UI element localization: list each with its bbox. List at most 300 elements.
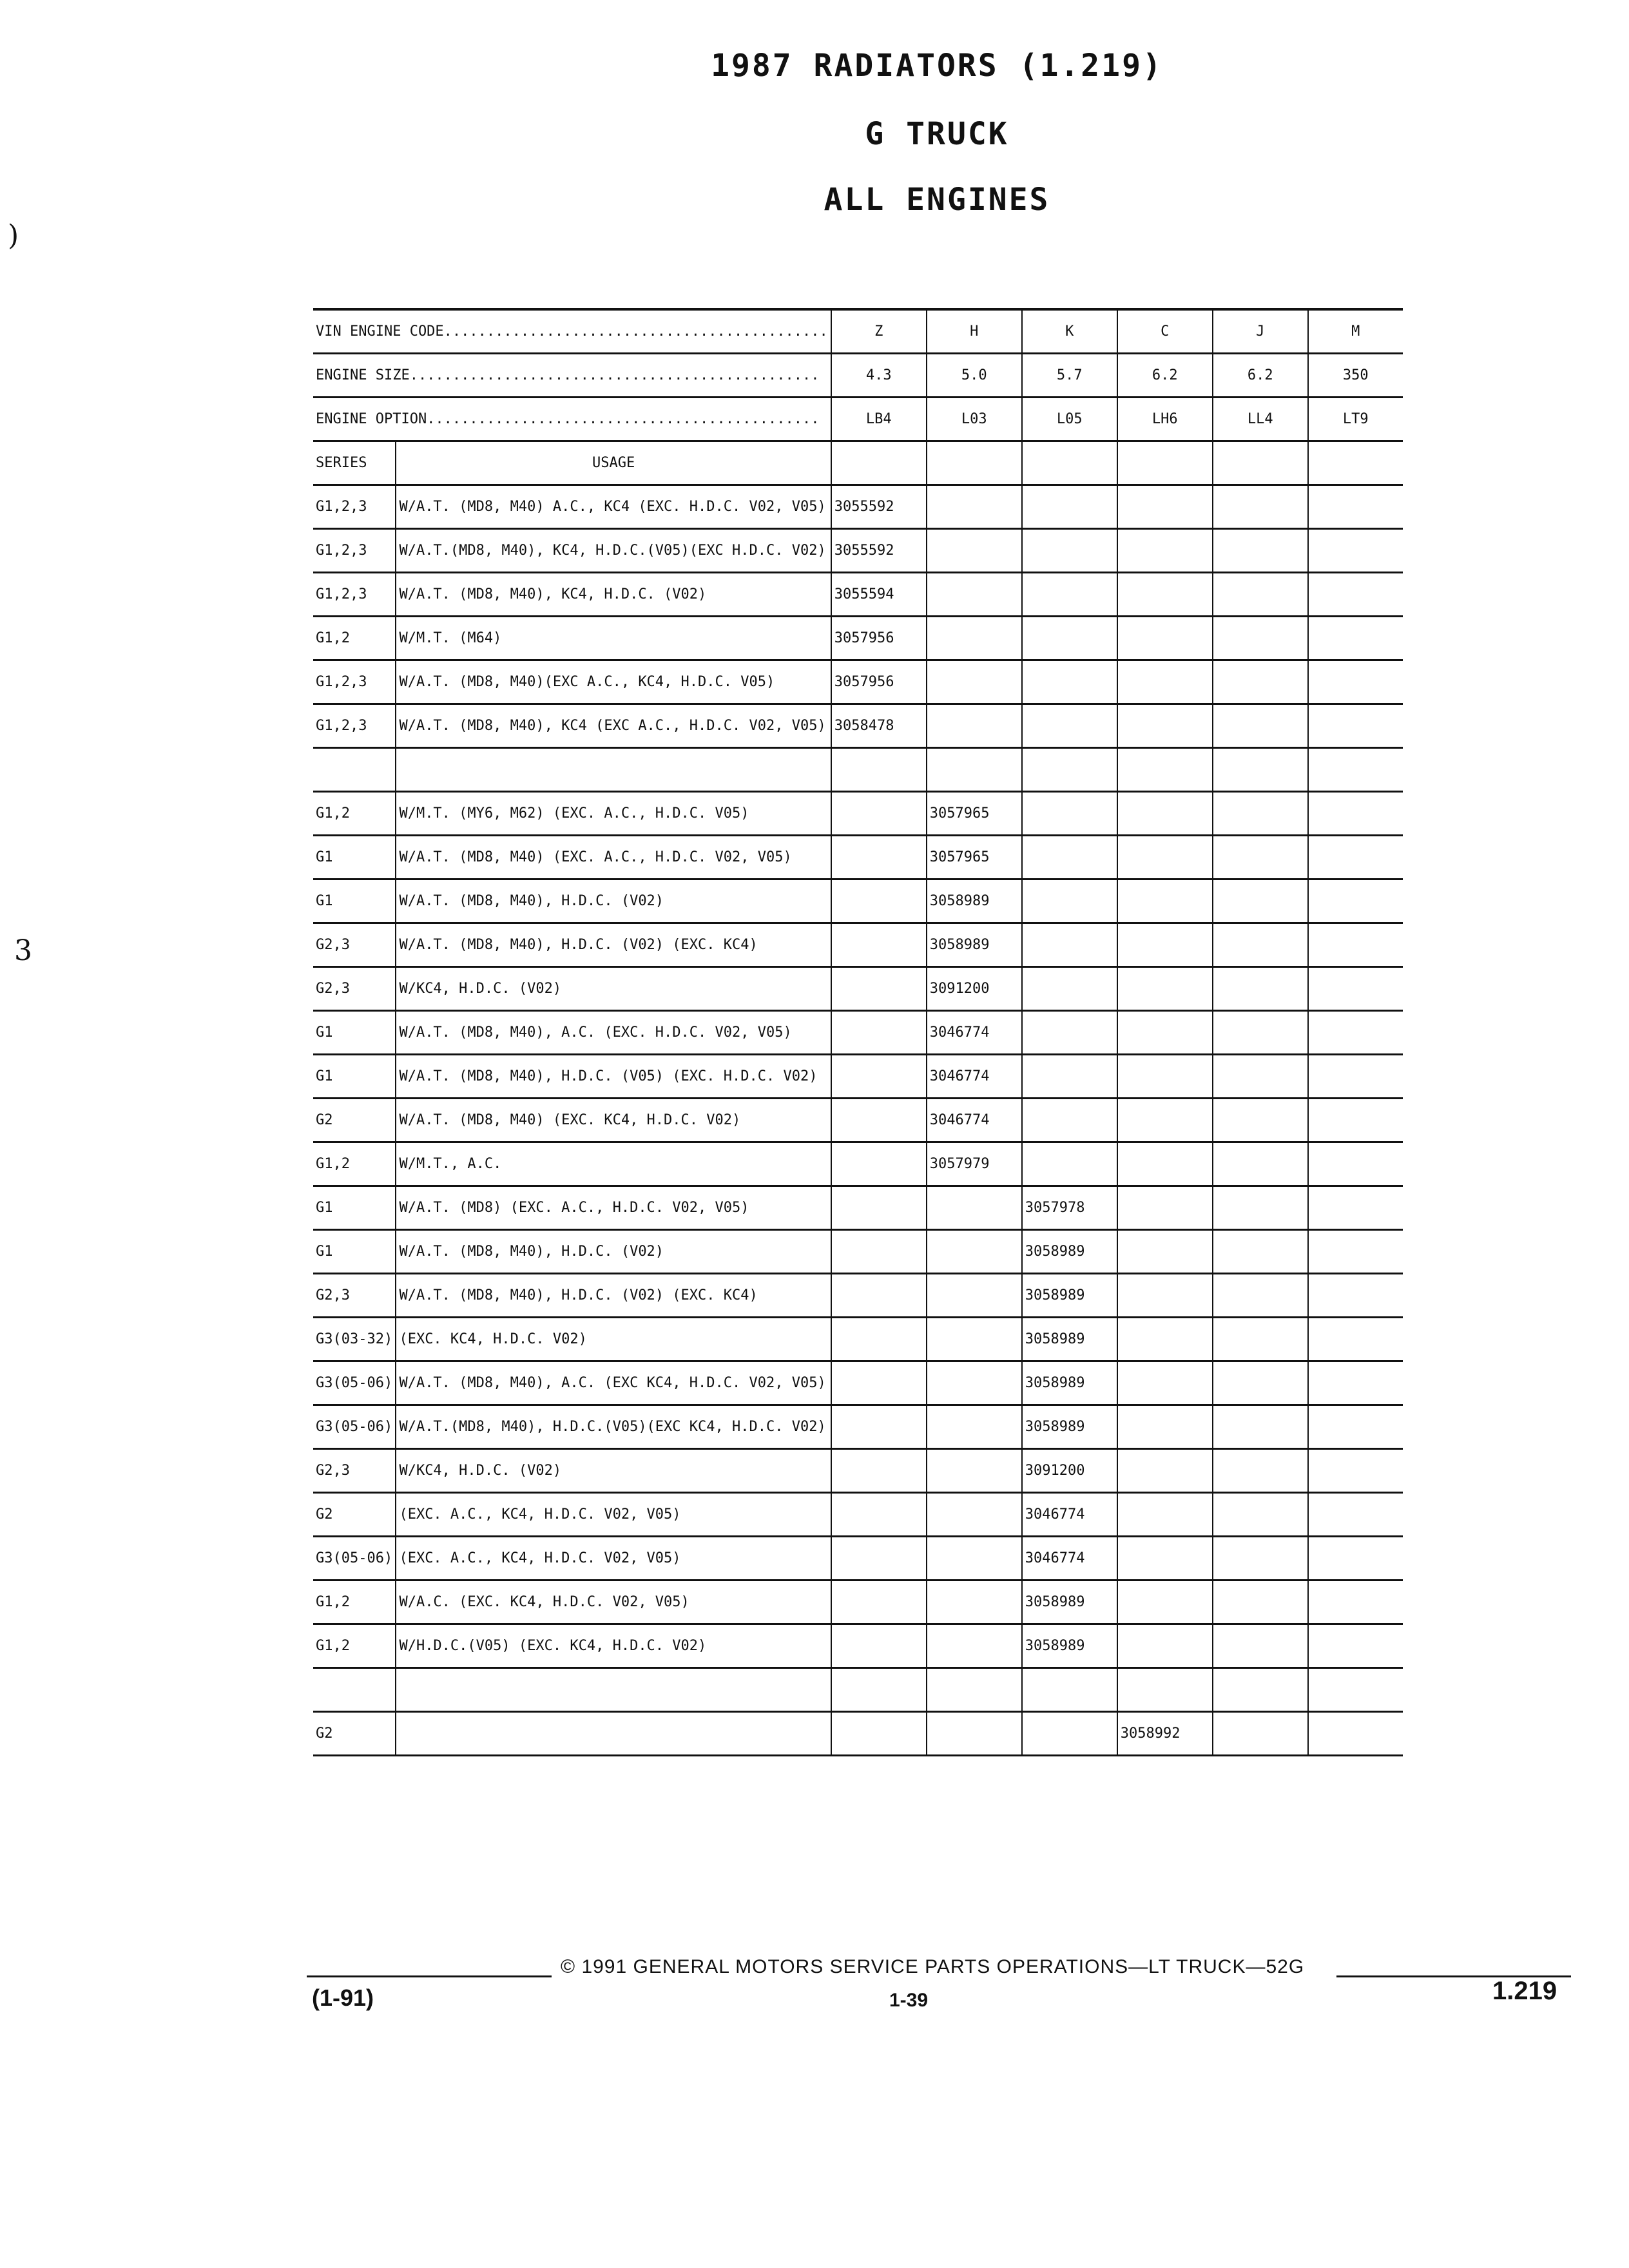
part-number-cell — [1117, 1668, 1213, 1712]
engine-size-row — [313, 354, 1403, 398]
series-cell: G1,2 — [313, 1581, 396, 1624]
part-number-cell — [1308, 1274, 1403, 1318]
part-number-cell — [1308, 748, 1403, 792]
table-row — [313, 923, 1403, 967]
series-cell: G3(05-06) — [313, 1537, 396, 1581]
part-number-cell — [1117, 1405, 1213, 1449]
part-number-cell: 3057965 — [927, 836, 1022, 879]
table-row — [313, 1011, 1403, 1055]
series-cell — [313, 748, 396, 792]
part-number-cell — [1213, 617, 1308, 660]
engine-option-row — [313, 398, 1403, 441]
table-row — [313, 1624, 1403, 1668]
series-cell: G1 — [313, 1230, 396, 1274]
table-row — [313, 1405, 1403, 1449]
series-cell: G2,3 — [313, 1274, 396, 1318]
part-number-cell — [1213, 1624, 1308, 1668]
table-row — [313, 573, 1403, 617]
part-number-cell — [1022, 923, 1117, 967]
part-number-cell — [1022, 617, 1117, 660]
page-title: 1987 RADIATORS (1.219) — [711, 48, 1163, 84]
part-number-cell — [1117, 1537, 1213, 1581]
part-number-cell — [1213, 573, 1308, 617]
part-number-cell — [831, 748, 927, 792]
part-number-cell — [831, 1142, 927, 1186]
part-number-cell — [1213, 879, 1308, 923]
part-number-cell — [1213, 1099, 1308, 1142]
part-number-cell — [1213, 1230, 1308, 1274]
series-cell: G1,2 — [313, 792, 396, 836]
part-number-cell — [1022, 704, 1117, 748]
usage-cell: W/A.T. (MD8, M40)(EXC A.C., KC4, H.D.C. V05) — [396, 660, 831, 704]
part-number-cell — [1117, 1449, 1213, 1493]
part-number-cell — [1117, 1099, 1213, 1142]
series-cell: G3(03-32) — [313, 1318, 396, 1361]
part-number-cell — [1213, 923, 1308, 967]
part-number-cell — [1213, 1712, 1308, 1756]
series-cell: G2,3 — [313, 923, 396, 967]
part-number-cell — [831, 1405, 927, 1449]
part-number-cell — [1117, 573, 1213, 617]
part-number-cell — [1308, 967, 1403, 1011]
part-number-cell — [1117, 1142, 1213, 1186]
part-number-cell — [1022, 660, 1117, 704]
part-number-cell — [927, 704, 1022, 748]
part-number-cell — [831, 1230, 927, 1274]
series-cell: G2,3 — [313, 967, 396, 1011]
part-number-cell — [927, 485, 1022, 529]
part-number-cell — [1117, 748, 1213, 792]
engine-option-cell: LH6 — [1117, 398, 1213, 441]
usage-cell: W/A.T.(MD8, M40), KC4, H.D.C.(V05)(EXC H.D.C. V02) — [396, 529, 831, 573]
engine-size-cell: 5.0 — [927, 354, 1022, 398]
vin-code-row — [313, 309, 1403, 354]
usage-cell: W/A.T. (MD8, M40), H.D.C. (V02) — [396, 1230, 831, 1274]
usage-cell — [396, 1668, 831, 1712]
part-number-cell — [831, 1537, 927, 1581]
part-number-cell — [1022, 748, 1117, 792]
part-number-cell — [1117, 967, 1213, 1011]
part-number-cell — [1213, 1055, 1308, 1099]
part-number-cell — [1308, 1361, 1403, 1405]
part-number-cell — [1308, 660, 1403, 704]
part-number-cell: 3091200 — [1022, 1449, 1117, 1493]
footer-rule-left — [307, 1975, 552, 1977]
part-number-cell — [1117, 1274, 1213, 1318]
table-row — [313, 1186, 1403, 1230]
part-number-cell — [1213, 1537, 1308, 1581]
part-number-cell — [1022, 1712, 1117, 1756]
part-number-cell — [1213, 748, 1308, 792]
empty-cell — [1117, 441, 1213, 485]
table-row — [313, 1361, 1403, 1405]
footer-copyright: © 1991 GENERAL MOTORS SERVICE PARTS OPERATIONS—LT TRUCK—52G — [561, 1956, 1305, 1977]
table-row — [313, 704, 1403, 748]
usage-cell: W/A.T.(MD8, M40), H.D.C.(V05)(EXC KC4, H.D.C. V02) — [396, 1405, 831, 1449]
table-row — [313, 1099, 1403, 1142]
usage-cell: W/A.T. (MD8, M40), KC4, H.D.C. (V02) — [396, 573, 831, 617]
part-number-cell — [927, 1186, 1022, 1230]
series-cell: G1 — [313, 1055, 396, 1099]
part-number-cell — [1308, 1624, 1403, 1668]
usage-cell: (EXC. A.C., KC4, H.D.C. V02, V05) — [396, 1493, 831, 1537]
part-number-cell — [831, 1668, 927, 1712]
table-row — [313, 1274, 1403, 1318]
part-number-cell — [927, 617, 1022, 660]
part-number-cell — [1117, 836, 1213, 879]
part-number-cell — [831, 1274, 927, 1318]
part-number-cell — [1117, 792, 1213, 836]
series-cell: G3(05-06) — [313, 1361, 396, 1405]
part-number-cell — [831, 1449, 927, 1493]
part-number-cell — [927, 1668, 1022, 1712]
radiator-parts-table — [313, 308, 1403, 1756]
part-number-cell: 3055594 — [831, 573, 927, 617]
part-number-cell — [1213, 1186, 1308, 1230]
part-number-cell — [1308, 879, 1403, 923]
usage-cell: W/A.T. (MD8, M40), A.C. (EXC KC4, H.D.C. V02, V05) — [396, 1361, 831, 1405]
part-number-cell — [1308, 1493, 1403, 1537]
series-cell: G1 — [313, 879, 396, 923]
engine-option-cell: LL4 — [1213, 398, 1308, 441]
part-number-cell: 3055592 — [831, 485, 927, 529]
vehicle-subtitle: G TRUCK — [865, 116, 1009, 152]
part-number-cell — [1117, 1581, 1213, 1624]
part-number-cell — [1022, 1055, 1117, 1099]
part-number-cell — [1308, 1318, 1403, 1361]
part-number-cell — [1117, 1186, 1213, 1230]
empty-cell — [927, 441, 1022, 485]
part-number-cell — [1308, 485, 1403, 529]
part-number-cell — [1117, 1055, 1213, 1099]
usage-cell: W/A.T. (MD8, M40), H.D.C. (V05) (EXC. H.D.C. V02) — [396, 1055, 831, 1099]
series-cell: G1,2,3 — [313, 660, 396, 704]
part-number-cell — [1213, 1449, 1308, 1493]
part-number-cell — [1308, 1230, 1403, 1274]
part-number-cell — [831, 1712, 927, 1756]
part-number-cell — [1117, 879, 1213, 923]
vin-code-cell: J — [1213, 309, 1308, 354]
engine-size-cell: 6.2 — [1117, 354, 1213, 398]
part-number-cell — [1213, 704, 1308, 748]
part-number-cell — [1308, 1055, 1403, 1099]
part-number-cell — [1308, 1011, 1403, 1055]
part-number-cell: 3046774 — [1022, 1493, 1117, 1537]
part-number-cell: 3046774 — [927, 1011, 1022, 1055]
series-cell: G2,3 — [313, 1449, 396, 1493]
series-cell: G2 — [313, 1099, 396, 1142]
table-row — [313, 660, 1403, 704]
part-number-cell — [831, 1318, 927, 1361]
usage-cell: W/A.T. (MD8, M40), KC4 (EXC A.C., H.D.C. V02, V05) — [396, 704, 831, 748]
part-number-cell — [927, 1230, 1022, 1274]
footer-page-number: 1-39 — [889, 1990, 929, 2011]
part-number-cell — [831, 879, 927, 923]
part-number-cell — [927, 1361, 1022, 1405]
vin-code-cell: C — [1117, 309, 1213, 354]
part-number-cell — [1308, 1668, 1403, 1712]
part-number-cell — [1117, 1493, 1213, 1537]
series-cell: G3(05-06) — [313, 1405, 396, 1449]
table-row — [313, 879, 1403, 923]
usage-cell: W/H.D.C.(V05) (EXC. KC4, H.D.C. V02) — [396, 1624, 831, 1668]
part-number-cell: 3058989 — [1022, 1274, 1117, 1318]
part-number-cell — [927, 1318, 1022, 1361]
part-number-cell — [927, 748, 1022, 792]
part-number-cell — [831, 1624, 927, 1668]
vin-code-cell: H — [927, 309, 1022, 354]
part-number-cell — [1022, 485, 1117, 529]
part-number-cell — [1213, 1142, 1308, 1186]
engines-subtitle: ALL ENGINES — [824, 182, 1050, 218]
part-number-cell — [1308, 1581, 1403, 1624]
usage-cell: W/A.T. (MD8, M40) (EXC. KC4, H.D.C. V02) — [396, 1099, 831, 1142]
engine-size-cell: 4.3 — [831, 354, 927, 398]
table-row — [313, 1449, 1403, 1493]
series-cell: G1 — [313, 1011, 396, 1055]
table-row — [313, 1712, 1403, 1756]
part-number-cell — [1213, 1274, 1308, 1318]
table-row — [313, 748, 1403, 792]
part-number-cell — [1213, 967, 1308, 1011]
part-number-cell — [1213, 1405, 1308, 1449]
engine-option-cell: L03 — [927, 398, 1022, 441]
part-number-cell: 3057979 — [927, 1142, 1022, 1186]
part-number-cell: 3058989 — [1022, 1405, 1117, 1449]
table-row — [313, 792, 1403, 836]
part-number-cell — [927, 1449, 1022, 1493]
part-number-cell: 3058989 — [1022, 1361, 1117, 1405]
part-number-cell — [831, 1011, 927, 1055]
usage-cell: W/A.T. (MD8, M40) (EXC. A.C., H.D.C. V02, V05) — [396, 836, 831, 879]
part-number-cell — [831, 1186, 927, 1230]
engine-size-cell: 5.7 — [1022, 354, 1117, 398]
part-number-cell — [927, 1493, 1022, 1537]
part-number-cell — [831, 1361, 927, 1405]
table-row — [313, 617, 1403, 660]
part-number-cell — [831, 836, 927, 879]
usage-cell — [396, 748, 831, 792]
part-number-cell: 3091200 — [927, 967, 1022, 1011]
part-number-cell — [1213, 1493, 1308, 1537]
part-number-cell — [1308, 1537, 1403, 1581]
part-number-cell — [1022, 836, 1117, 879]
part-number-cell: 3057965 — [927, 792, 1022, 836]
part-number-cell — [1308, 1405, 1403, 1449]
part-number-cell — [1308, 573, 1403, 617]
part-number-cell — [1117, 485, 1213, 529]
part-number-cell — [927, 573, 1022, 617]
part-number-cell — [1022, 879, 1117, 923]
part-number-cell — [927, 529, 1022, 573]
series-cell: G1,2,3 — [313, 573, 396, 617]
part-number-cell — [1117, 1230, 1213, 1274]
part-number-cell — [1213, 836, 1308, 879]
part-number-cell — [1213, 529, 1308, 573]
vin-code-cell: Z — [831, 309, 927, 354]
usage-cell: W/M.T. (M64) — [396, 617, 831, 660]
engine-option-cell: L05 — [1022, 398, 1117, 441]
table-row — [313, 1668, 1403, 1712]
part-number-cell — [1308, 529, 1403, 573]
part-number-cell: 3046774 — [927, 1055, 1022, 1099]
part-number-cell — [1022, 792, 1117, 836]
part-number-cell: 3058989 — [1022, 1624, 1117, 1668]
part-number-cell — [1022, 1099, 1117, 1142]
table-row — [313, 836, 1403, 879]
usage-cell: W/A.T. (MD8, M40), H.D.C. (V02) — [396, 879, 831, 923]
usage-cell: W/M.T. (MY6, M62) (EXC. A.C., H.D.C. V05) — [396, 792, 831, 836]
series-cell: G1 — [313, 1186, 396, 1230]
part-number-cell — [1213, 1581, 1308, 1624]
part-number-cell — [1213, 660, 1308, 704]
part-number-cell — [1117, 529, 1213, 573]
usage-cell: W/A.T. (MD8, M40), H.D.C. (V02) (EXC. KC4) — [396, 1274, 831, 1318]
part-number-cell — [1022, 573, 1117, 617]
usage-cell: W/A.T. (MD8) (EXC. A.C., H.D.C. V02, V05) — [396, 1186, 831, 1230]
table-row — [313, 485, 1403, 529]
series-cell: G1,2 — [313, 617, 396, 660]
usage-cell: (EXC. KC4, H.D.C. V02) — [396, 1318, 831, 1361]
part-number-cell — [1213, 1011, 1308, 1055]
part-number-cell — [927, 1405, 1022, 1449]
part-number-cell — [1308, 836, 1403, 879]
part-number-cell — [1117, 923, 1213, 967]
part-number-cell — [927, 1712, 1022, 1756]
part-number-cell — [1308, 617, 1403, 660]
table-row — [313, 1318, 1403, 1361]
part-number-cell — [1213, 792, 1308, 836]
part-number-cell: 3058989 — [1022, 1318, 1117, 1361]
part-number-cell — [831, 792, 927, 836]
usage-cell — [396, 1712, 831, 1756]
usage-cell: W/M.T., A.C. — [396, 1142, 831, 1186]
part-number-cell — [1117, 704, 1213, 748]
footer-date: (1-91) — [312, 1984, 374, 2011]
engine-size-label: ENGINE SIZE................................................ — [313, 354, 831, 398]
table-row — [313, 1055, 1403, 1099]
usage-cell: (EXC. A.C., KC4, H.D.C. V02, V05) — [396, 1537, 831, 1581]
part-number-cell: 3046774 — [1022, 1537, 1117, 1581]
part-number-cell — [1117, 1011, 1213, 1055]
part-number-cell — [927, 1274, 1022, 1318]
engine-size-cell: 6.2 — [1213, 354, 1308, 398]
part-number-cell — [1308, 1186, 1403, 1230]
part-number-cell — [1213, 1318, 1308, 1361]
part-number-cell — [1117, 660, 1213, 704]
column-header-row — [313, 441, 1403, 485]
part-number-cell — [927, 1581, 1022, 1624]
part-number-cell — [1117, 1361, 1213, 1405]
empty-cell — [1022, 441, 1117, 485]
part-number-cell — [1213, 1361, 1308, 1405]
margin-mark: 3 — [14, 934, 32, 967]
part-number-cell: 3057956 — [831, 617, 927, 660]
part-number-cell — [1308, 1099, 1403, 1142]
part-number-cell — [1308, 792, 1403, 836]
series-cell: G2 — [313, 1493, 396, 1537]
usage-cell: W/A.T. (MD8, M40), A.C. (EXC. H.D.C. V02, V05) — [396, 1011, 831, 1055]
engine-option-cell: LT9 — [1308, 398, 1403, 441]
usage-cell: W/A.T. (MD8, M40) A.C., KC4 (EXC. H.D.C. V02, V05) — [396, 485, 831, 529]
part-number-cell — [927, 1537, 1022, 1581]
part-number-cell — [1308, 1142, 1403, 1186]
table-row — [313, 1142, 1403, 1186]
part-number-cell: 3057956 — [831, 660, 927, 704]
part-number-cell: 3058989 — [1022, 1581, 1117, 1624]
series-cell: G2 — [313, 1712, 396, 1756]
part-number-cell — [927, 1624, 1022, 1668]
vin-code-cell: M — [1308, 309, 1403, 354]
part-number-cell — [1308, 1449, 1403, 1493]
series-cell: G1,2 — [313, 1142, 396, 1186]
part-number-cell: 3058989 — [927, 879, 1022, 923]
part-number-cell — [1117, 617, 1213, 660]
part-number-cell — [1022, 1011, 1117, 1055]
table-row — [313, 967, 1403, 1011]
table-row — [313, 1537, 1403, 1581]
series-cell: G1 — [313, 836, 396, 879]
part-number-cell: 3058992 — [1117, 1712, 1213, 1756]
part-number-cell: 3046774 — [927, 1099, 1022, 1142]
part-number-cell — [1022, 529, 1117, 573]
part-number-cell — [1213, 485, 1308, 529]
part-number-cell — [1022, 1142, 1117, 1186]
usage-cell: W/A.C. (EXC. KC4, H.D.C. V02, V05) — [396, 1581, 831, 1624]
empty-cell — [1213, 441, 1308, 485]
part-number-cell — [1022, 1668, 1117, 1712]
series-cell: G1,2,3 — [313, 704, 396, 748]
part-number-cell — [831, 1581, 927, 1624]
part-number-cell — [831, 1493, 927, 1537]
empty-cell — [1308, 441, 1403, 485]
footer-section-number: 1.219 — [1492, 1977, 1557, 2005]
engine-option-cell: LB4 — [831, 398, 927, 441]
usage-cell: W/A.T. (MD8, M40), H.D.C. (V02) (EXC. KC4) — [396, 923, 831, 967]
series-cell — [313, 1668, 396, 1712]
series-cell: G1,2,3 — [313, 485, 396, 529]
part-number-cell — [1213, 1668, 1308, 1712]
part-number-cell — [1308, 704, 1403, 748]
usage-cell: W/KC4, H.D.C. (V02) — [396, 1449, 831, 1493]
part-number-cell: 3057978 — [1022, 1186, 1117, 1230]
empty-cell — [831, 441, 927, 485]
series-cell: G1,2 — [313, 1624, 396, 1668]
engine-option-label: ENGINE OPTION.............................................. — [313, 398, 831, 441]
vin-code-label: VIN ENGINE CODE............................................. — [313, 309, 831, 354]
part-number-cell: 3058989 — [927, 923, 1022, 967]
usage-header: USAGE — [396, 441, 831, 485]
vin-code-cell: K — [1022, 309, 1117, 354]
table-row — [313, 1493, 1403, 1537]
part-number-cell — [831, 1055, 927, 1099]
part-number-cell — [1117, 1624, 1213, 1668]
part-number-cell: 3058478 — [831, 704, 927, 748]
part-number-cell — [831, 967, 927, 1011]
part-number-cell — [1308, 923, 1403, 967]
part-number-cell — [1117, 1318, 1213, 1361]
part-number-cell: 3058989 — [1022, 1230, 1117, 1274]
usage-cell: W/KC4, H.D.C. (V02) — [396, 967, 831, 1011]
table-row — [313, 529, 1403, 573]
series-cell: G1,2,3 — [313, 529, 396, 573]
part-number-cell: 3055592 — [831, 529, 927, 573]
part-number-cell — [1022, 967, 1117, 1011]
part-number-cell — [927, 660, 1022, 704]
engine-size-cell: 350 — [1308, 354, 1403, 398]
table-row — [313, 1230, 1403, 1274]
margin-mark: ) — [8, 219, 19, 252]
